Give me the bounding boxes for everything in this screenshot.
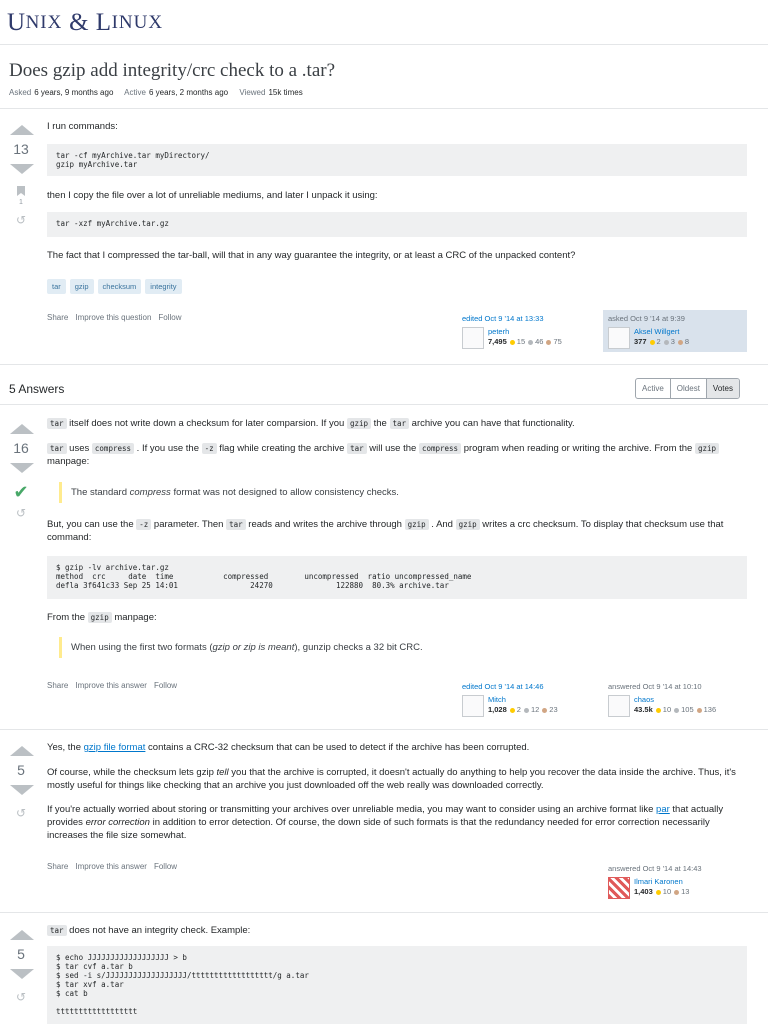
owner-card: answered Oct 9 '14 at 14:43 Ilmari Karonen 1,403 10 13 [603, 860, 751, 902]
editor-card: edited Oct 9 '14 at 14:46 Mitch 1,028 2 12 23 [457, 678, 607, 720]
improve-link[interactable]: Improve this question [75, 313, 152, 322]
gold-badge-icon [650, 340, 655, 345]
answered-time: answered Oct 9 '14 at 14:43 [608, 864, 702, 873]
logo-text: & [62, 9, 96, 36]
asked-value: 6 years, 9 months ago [34, 88, 114, 97]
user-name[interactable]: Ilmari Karonen [634, 877, 683, 886]
avatar[interactable] [462, 695, 484, 717]
bookmark-count: 1 [19, 199, 23, 206]
owner-card: asked Oct 9 '14 at 9:39 Aksel Willgert 377 2 3 8 [603, 310, 747, 352]
answers-header: 5 Answers [9, 382, 65, 396]
question-vote-cell [10, 125, 32, 226]
post-menu [47, 681, 177, 690]
bronze-badge-icon [678, 340, 683, 345]
gold-badge-icon [510, 708, 515, 713]
reputation: 1,028 [488, 705, 507, 714]
share-link[interactable]: Share [47, 681, 69, 690]
asked-time: asked Oct 9 '14 at 9:39 [608, 314, 685, 323]
sort-tab-oldest[interactable]: Oldest [671, 379, 707, 398]
bookmark-icon[interactable] [17, 186, 25, 196]
logo-text: NIX [25, 12, 63, 33]
avatar[interactable] [608, 695, 630, 717]
logo-text: L [95, 9, 112, 36]
follow-link[interactable]: Follow [153, 862, 178, 871]
downvote-icon[interactable] [10, 969, 34, 979]
answer-paragraph: From the gzip manpage: [47, 612, 157, 623]
gold-badge-icon [656, 708, 661, 713]
answer-paragraph: Of course, while the checksum lets gzip tell you that the archive is corrupted, it doesn't actually do anything to help you recover the data inside the archive. Thus, it's mostly useful for things like checking that an archive you just downloaded off the web really was downloaded correctly. [47, 767, 736, 791]
post-menu [47, 313, 182, 322]
vote-count: 13 [13, 141, 29, 157]
history-icon[interactable]: ↺ [15, 990, 27, 1004]
upvote-icon[interactable] [10, 930, 34, 940]
divider [0, 404, 768, 405]
history-icon[interactable]: ↺ [15, 213, 27, 227]
tag[interactable]: tar [47, 279, 66, 294]
avatar[interactable] [608, 877, 630, 899]
downvote-icon[interactable] [10, 463, 34, 473]
owner-card: answered Oct 9 '14 at 10:10 chaos 43.5k 10 105 136 [603, 678, 751, 720]
divider [0, 364, 768, 365]
avatar[interactable] [608, 327, 630, 349]
header-divider [0, 44, 768, 45]
answer-vote-cell [10, 424, 32, 519]
answer-paragraph: But, you can use the -z parameter. Then tar reads and writes the archive through gzip . And gzip writes a crc checksum. To display that checksum use that command: [47, 519, 724, 543]
user-name[interactable]: Aksel Willgert [634, 327, 680, 336]
question-title[interactable]: Does gzip add integrity/crc check to a .tar? [9, 60, 336, 81]
silver-badge-icon [674, 708, 679, 713]
code-block: $ echo JJJJJJJJJJJJJJJJJJ > b $ tar cvf a.tar b $ sed -i s/JJJJJJJJJJJJJJJJJJ/tttttttttttttttttt/g a.tar $ tar xvf a.tar $ cat b tttttttttttttttttt [47, 946, 747, 1024]
share-link[interactable]: Share [47, 862, 69, 871]
divider [0, 912, 768, 913]
code-block: tar -xzf myArchive.tar.gz [47, 212, 747, 237]
answered-time: answered Oct 9 '14 at 10:10 [608, 682, 702, 691]
bronze-badge-icon [542, 708, 547, 713]
site-logo[interactable] [7, 8, 163, 38]
sort-tabs [635, 378, 740, 399]
improve-link[interactable]: Improve this answer [75, 862, 147, 871]
improve-link[interactable]: Improve this answer [75, 681, 147, 690]
downvote-icon[interactable] [10, 785, 34, 795]
upvote-icon[interactable] [10, 746, 34, 756]
editor-card: edited Oct 9 '14 at 13:33 peterh 7,495 15 46 75 [457, 310, 607, 352]
question-paragraph: The fact that I compressed the tar-ball, will that in any way guarantee the integrity, or at least a CRC of the unpacked content? [47, 250, 576, 261]
reputation: 7,495 [488, 337, 507, 346]
reputation: 1,403 [634, 887, 653, 896]
active-value: 6 years, 2 months ago [148, 88, 229, 97]
tag[interactable]: integrity [145, 279, 181, 294]
answer-paragraph: tar does not have an integrity check. Example: [47, 924, 747, 937]
divider [0, 729, 768, 730]
gzip-format-link[interactable]: gzip file format [83, 742, 146, 753]
vote-count: 5 [17, 762, 25, 778]
follow-link[interactable]: Follow [153, 681, 178, 690]
reputation: 43.5k [634, 705, 653, 714]
upvote-icon[interactable] [10, 125, 34, 135]
gold-badge-icon [656, 890, 661, 895]
upvote-icon[interactable] [10, 424, 34, 434]
tag-list [47, 279, 182, 294]
tag[interactable]: checksum [98, 279, 142, 294]
share-link[interactable]: Share [47, 313, 69, 322]
logo-text: U [7, 9, 26, 36]
viewed-value: 15k times [268, 88, 303, 97]
par-link[interactable]: par [656, 804, 670, 815]
silver-badge-icon [664, 340, 669, 345]
answer-vote-cell [10, 746, 32, 819]
sort-tab-votes[interactable]: Votes [707, 379, 739, 398]
answer-paragraph: If you're actually worried about storing or transmitting your archives over unreliable media, you may want to consider using an archive format like par that actually provides error correction in addition to error detection. Of course, the down side of such formats is that the redundancy needed for error correction necessarily increases the file size somewhat. [47, 804, 724, 841]
vote-count: 5 [17, 946, 25, 962]
accepted-check-icon: ✔ [13, 482, 29, 502]
vote-count: 16 [13, 440, 29, 456]
edit-time[interactable]: edited Oct 9 '14 at 14:46 [462, 682, 544, 691]
silver-badge-icon [528, 340, 533, 345]
tag[interactable]: gzip [70, 279, 94, 294]
silver-badge-icon [524, 708, 529, 713]
bronze-badge-icon [697, 708, 702, 713]
downvote-icon[interactable] [10, 164, 34, 174]
history-icon[interactable]: ↺ [15, 506, 27, 520]
code-block: $ gzip -lv archive.tar.gz method crc date time compressed uncompressed ratio uncompressed_name defla 3f641c33 Sep 25 14:01 24270 122880 80.3% archive.tar [47, 556, 747, 599]
answer-vote-cell [10, 930, 32, 1003]
history-icon[interactable]: ↺ [15, 806, 27, 820]
user-name[interactable]: Mitch [488, 695, 506, 704]
gold-badge-icon [510, 340, 515, 345]
blockquote: The standard compress format was not designed to allow consistency checks. [59, 482, 749, 503]
answer-paragraph: tar uses compress . If you use the -z flag while creating the archive tar will use the compress program when reading or writing the archive. From the gzip manpage: [47, 442, 747, 468]
logo-text: INUX [111, 12, 164, 33]
bronze-badge-icon [546, 340, 551, 345]
code-block: tar -cf myArchive.tar myDirectory/ gzip myArchive.tar [47, 144, 747, 176]
sort-tab-active[interactable]: Active [636, 379, 671, 398]
question-paragraph: then I copy the file over a lot of unreliable mediums, and later I unpack it using: [47, 190, 378, 201]
user-name[interactable]: chaos [634, 695, 655, 704]
avatar[interactable] [462, 327, 484, 349]
follow-link[interactable]: Follow [158, 313, 182, 322]
blockquote: When using the first two formats (gzip or zip is meant), gunzip checks a 32 bit CRC. [59, 637, 749, 658]
post-menu [47, 862, 177, 871]
answer-paragraph: tar itself does not write down a checksum for later comparsion. If you gzip the tar archive you can have that functionality. [47, 417, 747, 430]
edit-time[interactable]: edited Oct 9 '14 at 13:33 [462, 314, 544, 323]
divider [0, 108, 768, 109]
question-paragraph: I run commands: [47, 121, 118, 132]
user-name[interactable]: peterh [488, 327, 510, 336]
question-meta: Asked 6 years, 9 months ago Active 6 years, 2 months ago Viewed 15k times [9, 88, 303, 97]
reputation: 377 [634, 337, 647, 346]
bronze-badge-icon [674, 890, 679, 895]
answer-paragraph: Yes, the gzip file format contains a CRC-32 checksum that can be used to detect if the archive has been corrupted. [47, 742, 530, 753]
